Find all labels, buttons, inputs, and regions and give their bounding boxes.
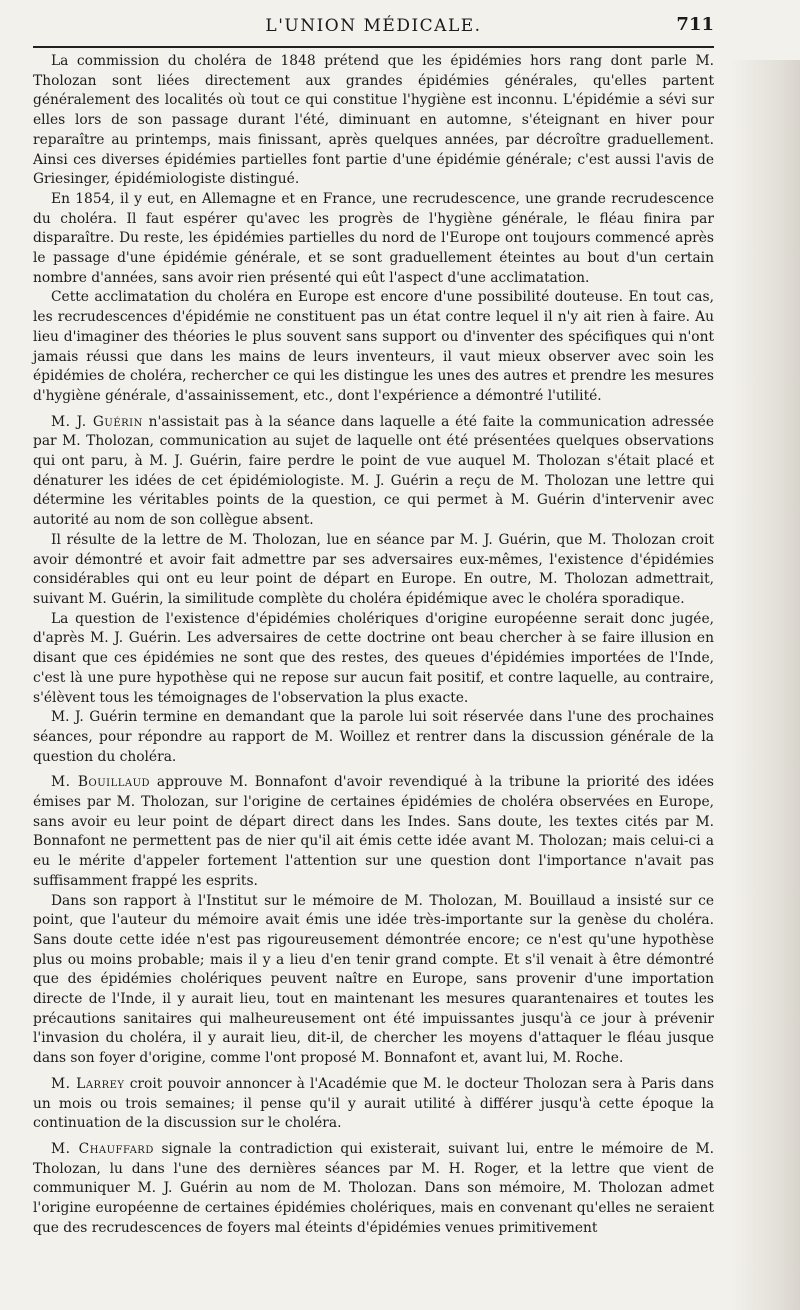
paragraph-text: M. J. Guérin termine en demandant que la parole lui soit réservée dans l'une des prochaines séances, pour répondre au rapport de M. Woillez et rentrer dans la discussion générale de la question du choléra. [33,709,714,765]
paragraph-text: La commission du choléra de 1848 prétend que les épidémies hors rang dont parle M. Tholozan sont liées directement aux grandes épidémies générales, qu'elles partent généralement des localités où tout ce qui constitue l'hygiène est inconnu. L'épidémie a sévi sur elles lors de son passage durant l'été, diminuant en automne, s'éteignant en hiver pour reparaître au printemps, mais finissant, après quelques années, par décroître graduellement. Ainsi ces diverses épidémies partielles font partie d'une épidémie générale; c'est aussi l'avis de Griesinger, épidémiologiste distingué. [33,53,714,188]
running-head: L'UNION MÉDICALE. [265,16,482,36]
paragraph [33,892,714,1069]
paragraph-text: En 1854, il y eut, en Allemagne et en France, une recrudescence, une grande recrudescence du choléra. Il faut espérer qu'avec les progrès de l'hygiène générale, le fléau finira par disparaître. Du reste, les épidémies partielles du nord de l'Europe ont toujours commencé après le passage d'une épidémie générale, et se sont graduellement éteintes au bout d'un certain nombre d'années, sans avoir rien présenté qui eût l'aspect d'une acclimatation. [33,190,714,286]
paragraph-text: approuve M. Bonnafont d'avoir revendiqué à la tribune la priorité des idées émises par M. Tholozan, sur l'origine de certaines épidémies de choléra observées en Europe, sans avoir eu leur point de départ direct dans les Indes. Sans doute, les textes cités par M. Bonnafont ne permettent pas de nier qu'il ait émis cette idée avant M. Tholozan; mais celui-ci a eu le mérite d'appeler fortement l'attention sur une question dont l'importance n'avait pas suffisamment frappé les esprits. [33,774,715,889]
paragraph-text: La question de l'existence d'épidémies cholériques d'origine européenne serait donc jugée, d'après M. J. Guérin. Les adversaires de cette doctrine ont beau chercher à se faire illusion en disant que ces épidémies ne sont que des restes, des queues d'épidémies importées de l'Inde, c'est là une pure hypothèse qui ne repose sur aucun fait positif, et contre laquelle, au contraire, s'élèvent tous les témoignages de l'observation la plus exacte. [33,610,714,706]
page-header [33,14,714,44]
paragraph [33,708,714,767]
paragraph-text: Dans son rapport à l'Institut sur le mémoire de M. Tholozan, M. Bouillaud a insisté sur ce point, que l'auteur du mémoire avait émis une idée très-importante sur la genèse du choléra. Sans doute cette idée n'est pas rigoureusement démontrée encore; ce n'est qu'une hypothèse plus ou moins probable; mais il y a lieu d'en tenir grand compte. Et s'il venait à être démontré que des épidémies cholériques peuvent naître en Europe, sans provenir d'une importation directe de l'Inde, il y aurait lieu, tout en maintenant les mesures quarantenaires et toutes les précautions sanitaires qui malheureusement ont été impuissantes jusqu'à ce jour à prévenir l'invasion du choléra, il y aurait lieu, dit-il, de chercher les moyens d'attaquer le fléau jusque dans son foyer d'origine, comme l'ont proposé M. Bonnafont et, avant lui, M. Roche. [33,892,714,1067]
paragraph [33,288,714,406]
paragraph-text: n'assistait pas à la séance dans laquelle a été faite la communication adressée par M. Tholozan, communication au sujet de laquelle ont été présentées quelques observations qui ont paru, à M. J. Guérin, faire perdre le point de vue auquel M. Tholozan s'était placé et dénaturer les idées de cet épidémiologiste. M. J. Guérin a reçu de M. Tholozan une lettre qui détermine les véritables points de la question, ce qui permet à M. Guérin d'intervenir avec autorité au nom de son collègue absent. [33,413,714,529]
paragraph-text: signale la contradiction qui existerait, suivant lui, entre le mémoire de M. Tholozan, lu dans l'une des dernières séances par M. H. Roger, et la lettre que vient de communiquer M. J. Guérin au nom de M. Tholozan. Dans son mémoire, M. Tholozan admet l'origine européenne de certaines épidémies cholériques, mais en convenant qu'elles ne seraient que des recrudescences de foyers mal éteints d'épidémies venues primitivement [33,1140,714,1236]
page-edge-shadow [730,60,800,1310]
paragraph [33,52,714,190]
paragraph [33,610,714,709]
speaker-name: M. Larrey [51,1075,125,1092]
page-number: 711 [676,14,714,35]
paragraph [33,1140,714,1239]
paragraph [33,531,714,610]
paragraph [33,190,714,289]
paragraph [33,773,714,891]
paragraph-text: Cette acclimatation du choléra en Europe est encore d'une possibilité douteuse. En tout cas, les recrudescences d'épidémie ne constituent pas un état contre lequel il n'y ait rien à faire. Au lieu d'imaginer des théories le plus souvent sans support ou d'inventer des spécifiques qui n'ont jamais réussi que dans les mains de leurs inventeurs, il vaut mieux observer avec soin les épidémies de choléra, rechercher ce qui les distingue les unes des autres et prendre les mesures d'hygiène générale, d'assainissement, etc., dont l'expérience a démontré l'utilité. [33,289,714,404]
header-rule [33,46,714,48]
speaker-name: M. J. Guérin [51,413,143,430]
paragraph-text: Il résulte de la lettre de M. Tholozan, lue en séance par M. J. Guérin, que M. Tholozan croit avoir démontré et avoir fait admettre par ses adversaires eux-mêmes, l'existence d'épidémies considérables qui ont eu leur point de départ en Europe. En outre, M. Tholozan admettrait, suivant M. Guérin, la similitude complète du choléra épidémique avec le choléra sporadique. [33,531,714,607]
speaker-name: M. Chauffard [51,1140,154,1157]
paragraph [33,1075,714,1134]
paragraph-text: croit pouvoir annoncer à l'Académie que M. le docteur Tholozan sera à Paris dans un mois ou trois semaines; il pense qu'il y aurait utilité à différer jusqu'à cette époque la continuation de la discussion sur le choléra. [33,1075,714,1132]
paragraph [33,413,714,531]
article-body [33,52,714,1238]
speaker-name: M. Bouillaud [51,774,151,791]
